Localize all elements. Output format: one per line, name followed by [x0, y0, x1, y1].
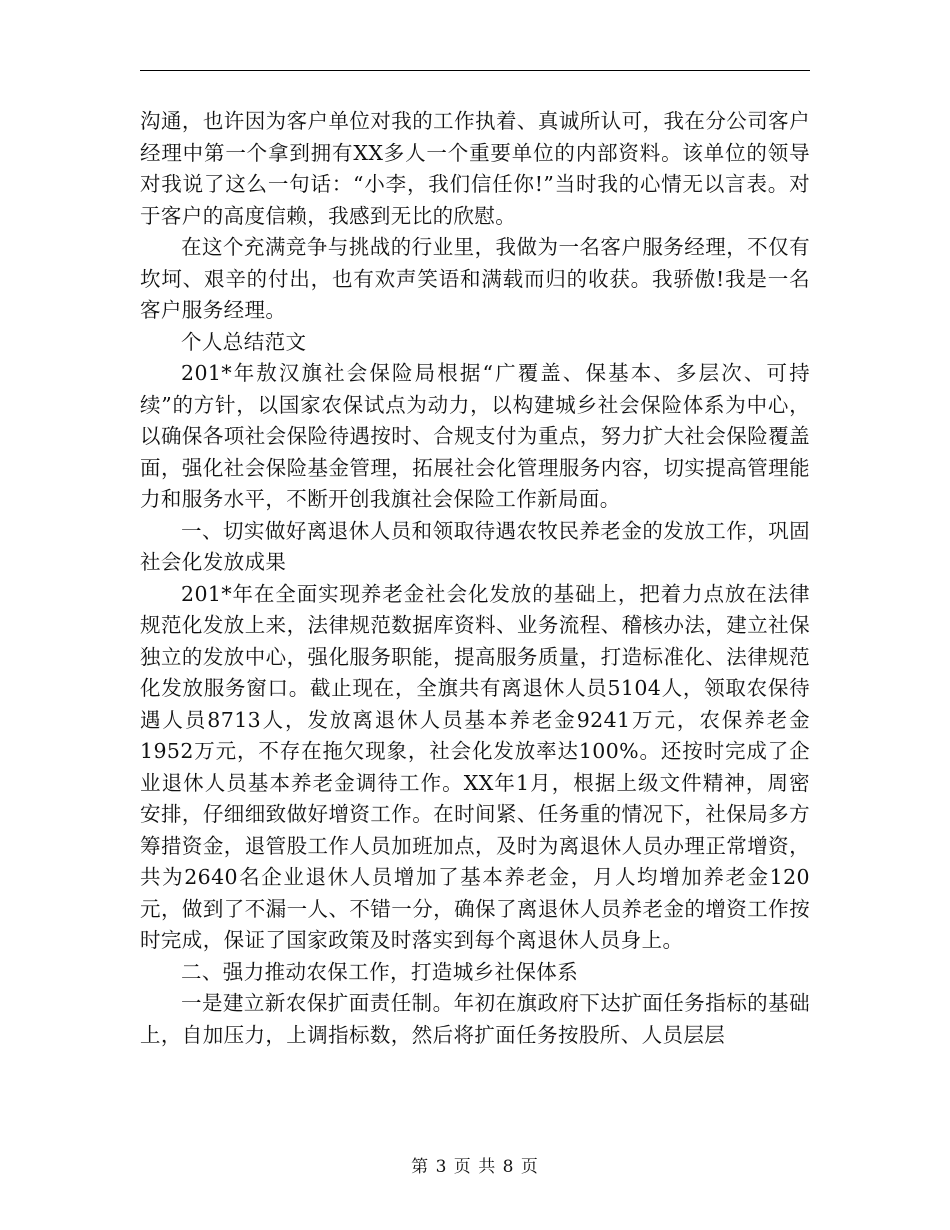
page-number: 第 3 页 共 8 页 — [411, 1157, 539, 1177]
heading-1: 一、切实做好离退休人员和领取待遇农牧民养老金的发放工作，巩固社会化发放成果 — [140, 518, 810, 574]
paragraph-5: 一是建立新农保扩面责任制。年初在旗政府下达扩面任务指标的基础上，自加压力，上调指标数，然后将扩面任务按股所、人员层层 — [140, 991, 810, 1047]
paragraph-4: 201*年在全面实现养老金社会化发放的基础上，把着力点放在法律规范化发放上来，法律规范数据库资料、业务流程、稽核办法，建立社保独立的发放中心，强化服务职能，提高服务质量，打造标准化、法律规范化发放服务窗口。截止现在，全旗共有离退休人员5104人，领取农保待遇人员8713人，发放离退休人员基本养老金9241万元，农保养老金1952万元，不存在拖欠现象，社会化发放率达100%。还按时完成了企业退休人员基本养老金调待工作。XX年1月，根据上级文件精神，周密安排，仔细细致做好增资工作。在时间紧、任务重的情况下，社保局多方筹措资金，退管股工作人员加班加点，及时为离退休人员办理正常增资，共为2640名企业退休人员增加了基本养老金，月人均增加养老金120元，做到了不漏一人、不错一分，确保了离退休人员养老金的增资工作按时完成，保证了国家政策及时落实到每个离退休人员身上。 — [140, 581, 810, 952]
paragraph-2: 在这个充满竞争与挑战的行业里，我做为一名客户服务经理，不仅有坎坷、艰辛的付出，也有欢声笑语和满载而归的收获。我骄傲!我是一名客户服务经理。 — [140, 235, 810, 322]
document-body — [140, 106, 810, 1051]
paragraph-3: 201*年敖汉旗社会保险局根据“广覆盖、保基本、多层次、可持续”的方针，以国家农保试点为动力，以构建城乡社会保险体系为中心，以确保各项社会保险待遇按时、合规支付为重点，努力扩大社会保险覆盖面，强化社会保险基金管理，拓展社会化管理服务内容，切实提高管理能力和服务水平，不断开创我旗社会保险工作新局面。 — [140, 361, 810, 511]
header-rule — [140, 70, 810, 71]
section-title: 个人总结范文 — [181, 329, 307, 354]
heading-2: 二、强力推动农保工作，打造城乡社保体系 — [181, 959, 579, 984]
paragraph-1: 沟通，也许因为客户单位对我的工作执着、真诚所认可，我在分公司客户经理中第一个拿到拥有XX多人一个重要单位的内部资料。该单位的领导对我说了这么一句话：“小李，我们信任你!”当时我的心情无以言表。对于客户的高度信赖，我感到无比的欣慰。 — [140, 109, 810, 228]
